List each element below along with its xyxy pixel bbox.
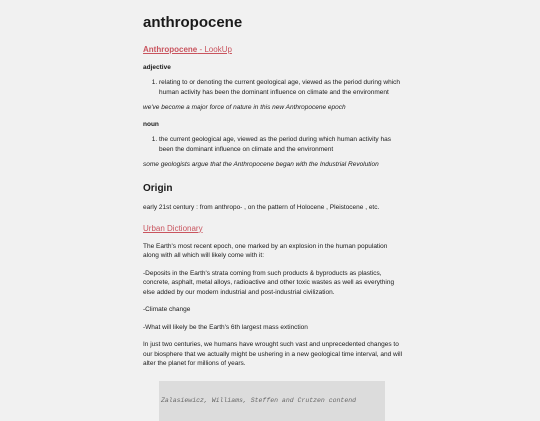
lookup-link[interactable] [143, 44, 405, 55]
quote-block [159, 381, 385, 421]
definition-item: 1. the current geological age, viewed as the period during which human activity has been the dominant influence on climate and the environment [159, 135, 405, 154]
origin-heading: Origin [143, 183, 173, 194]
urban-paragraph: In just two centuries, we humans have wrought such vast and unprecedented changes to our biosphere that we actually might be ushering in a new geological time interval, and will alter the planet for millions of years. [143, 341, 403, 367]
urban-dictionary-link[interactable]: Urban Dictionary [143, 223, 203, 233]
example-sentence: some geologists argue that the Anthropocene began with the Industrial Revolution [143, 161, 379, 168]
lookup-link-suffix[interactable]: - LookUp [197, 45, 232, 54]
urban-paragraph: -Deposits in the Earth's strata coming from such products & byproducts as plastics, concrete, asphalt, metal alloys, radioactive and other toxic wastes as well as everything else added by our modern industrial and post-industrial civilization. [143, 269, 395, 296]
quote-text: Zalasiewicz, Williams, Steffen and Crutzen contend [161, 396, 357, 404]
part-of-speech: noun [143, 121, 159, 128]
sense-noun [143, 120, 405, 169]
page-title: anthropocene [143, 14, 243, 31]
urban-paragraph: -Climate change [143, 306, 191, 313]
definition-list [143, 135, 405, 154]
origin-text: early 21st century : from anthropo- , on the pattern of Holocene , Pleistocene , etc. [143, 204, 380, 211]
lookup-link-word[interactable]: Anthropocene [143, 45, 198, 54]
definition-list [143, 78, 405, 97]
definition-item: 1. relating to or denoting the current geological age, viewed as the period during which human activity has been the dominant influence on climate and the environment [159, 78, 405, 97]
urban-paragraph: -What will likely be the Earth's 6th largest mass extinction [143, 323, 308, 331]
definition-page [143, 0, 405, 421]
part-of-speech: adjective [143, 64, 171, 71]
sense-adjective [143, 63, 405, 112]
example-sentence: we've become a major force of nature in this new Anthropocene epoch [143, 104, 346, 111]
urban-paragraph: The Earth's most recent epoch, one marked by an explosion in the human population along with all which will likely come with it: [143, 242, 388, 259]
